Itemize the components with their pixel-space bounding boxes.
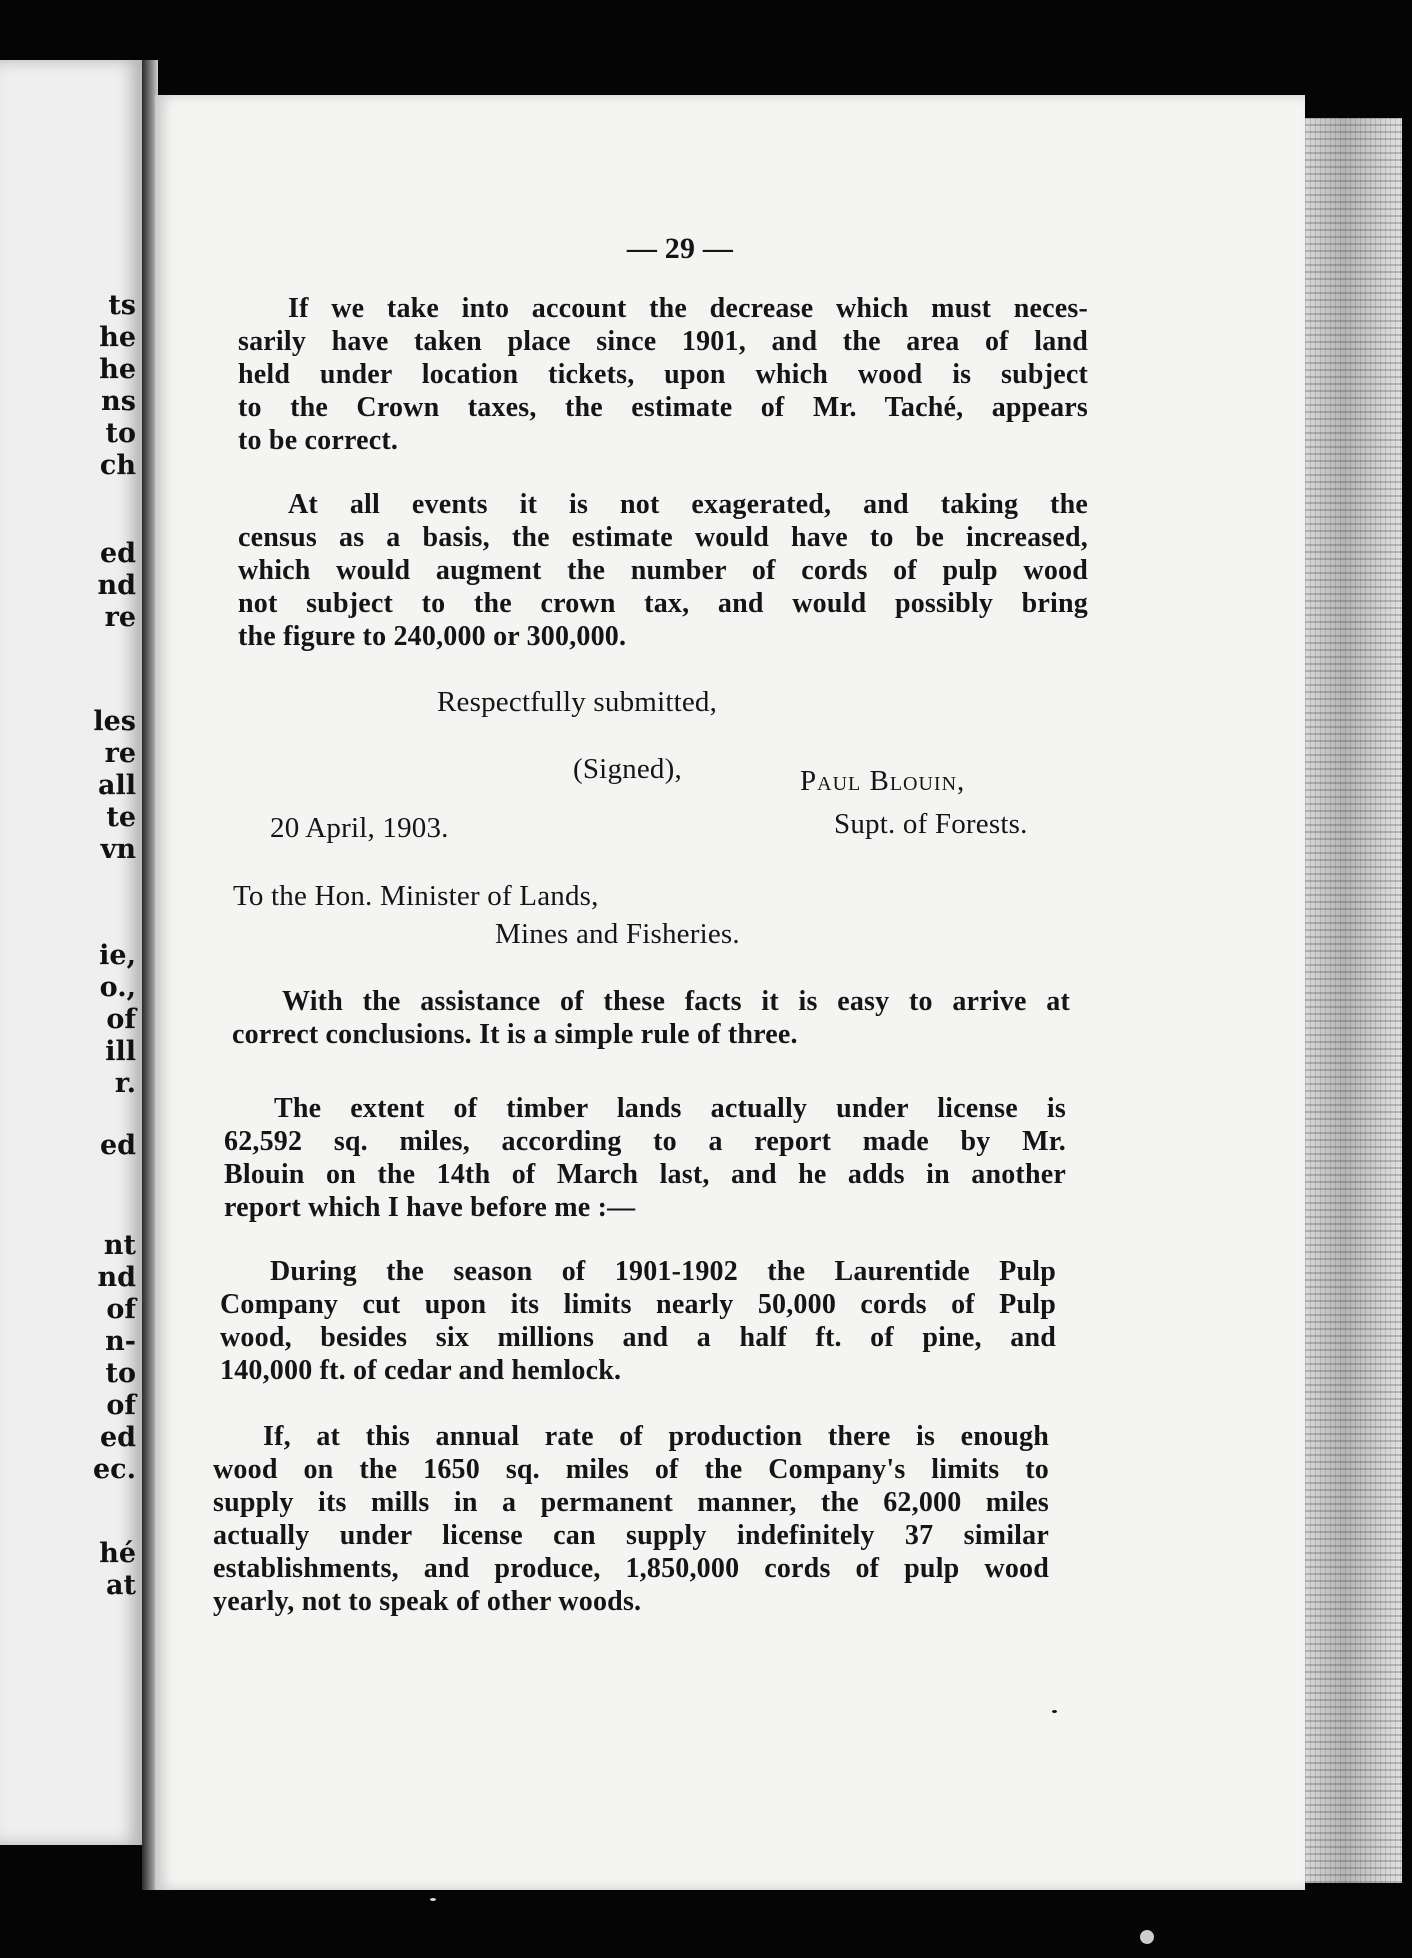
paragraph-line: which would augment the number of cords of pulp wood xyxy=(238,555,1088,586)
paragraph-line: to the Crown taxes, the estimate of Mr. Taché, appears xyxy=(238,392,1088,423)
scan-speck xyxy=(1052,1710,1057,1713)
paragraph-line: not subject to the crown tax, and would possibly bring xyxy=(238,588,1088,619)
page-number: — 29 — xyxy=(626,232,734,265)
left-fragment: of xyxy=(106,1294,136,1325)
paragraph-line: If we take into account the decrease which must neces- xyxy=(288,293,1088,324)
left-fragment: hé xyxy=(99,1538,136,1569)
left-fragment: to xyxy=(105,1358,136,1389)
left-fragment: te xyxy=(106,802,136,833)
left-fragment: of xyxy=(106,1390,136,1421)
paragraph-line: During the season of 1901-1902 the Laurentide Pulp xyxy=(270,1256,1056,1287)
paragraph-line: actually under license can supply indefinitely 37 similar xyxy=(213,1520,1049,1551)
left-facing-page xyxy=(0,60,146,1845)
left-fragment: at xyxy=(106,1570,136,1601)
left-fragment: he xyxy=(99,354,136,385)
left-fragment: ie, xyxy=(99,940,136,971)
left-fragment: ts xyxy=(108,290,136,321)
paragraph-line: At all events it is not exagerated, and taking the xyxy=(288,489,1088,520)
left-fragment: re xyxy=(104,602,136,633)
paragraph-line: correct conclusions. It is a simple rule of three. xyxy=(232,1019,798,1050)
paragraph-laurentide-season xyxy=(220,1255,1056,1387)
left-fragment: r. xyxy=(114,1068,136,1099)
paragraph-line: Company cut upon its limits nearly 50,000 cords of Pulp xyxy=(220,1289,1056,1320)
left-fragment: ill xyxy=(105,1036,136,1067)
left-fragment: nt xyxy=(103,1230,136,1261)
left-fragment: re xyxy=(104,738,136,769)
address-line-2: Mines and Fisheries. xyxy=(495,918,740,950)
paragraph-line: sarily have taken place since 1901, and the area of land xyxy=(238,326,1088,357)
paragraph-line: the figure to 240,000 or 300,000. xyxy=(238,621,627,652)
left-fragment: ch xyxy=(99,450,136,481)
paragraph-line: The extent of timber lands actually under license is xyxy=(274,1093,1066,1124)
letter-date: 20 April, 1903. xyxy=(270,812,449,844)
paragraph-line: to be correct. xyxy=(238,425,399,456)
signer-title: Supt. of Forests. xyxy=(834,808,1028,840)
signer-name: Paul Blouin, xyxy=(800,765,966,797)
left-fragment: n- xyxy=(105,1326,136,1357)
paragraph-timber-lands xyxy=(224,1092,1066,1224)
paragraph-line: 62,592 sq. miles, according to a report made by Mr. xyxy=(224,1126,1066,1157)
paragraph-line: 140,000 ft. of cedar and hemlock. xyxy=(220,1355,622,1386)
paragraph-line: If, at this annual rate of production there is enough xyxy=(263,1421,1049,1452)
paragraph-rule-of-three xyxy=(232,985,1070,1051)
paragraph-line: establishments, and produce, 1,850,000 cords of pulp wood xyxy=(213,1553,1049,1584)
paragraph-line: wood on the 1650 sq. miles of the Company's limits to xyxy=(213,1454,1049,1485)
left-fragment: nd xyxy=(97,570,136,601)
left-fragment: ed xyxy=(99,1130,136,1161)
paragraph-line: With the assistance of these facts it is easy to arrive at xyxy=(282,986,1070,1017)
left-fragment: ec. xyxy=(92,1454,136,1485)
closing-line: Respectfully submitted, xyxy=(437,686,718,718)
paragraph-census-basis xyxy=(238,488,1088,653)
paragraph-line: report which I have before me :— xyxy=(224,1192,636,1223)
paragraph-decrease-estimate xyxy=(238,292,1088,457)
next-page-edge xyxy=(1305,118,1402,1883)
left-fragment: all xyxy=(97,770,136,801)
left-fragment: he xyxy=(99,322,136,353)
scan-speck xyxy=(1140,1930,1154,1944)
left-fragment: to xyxy=(105,418,136,449)
left-fragment: ns xyxy=(101,386,136,417)
paragraph-line: wood, besides six millions and a half ft. of pine, and xyxy=(220,1322,1056,1353)
paragraph-line: Blouin on the 14th of March last, and he adds in another xyxy=(224,1159,1066,1190)
signed-label: (Signed), xyxy=(573,753,682,785)
address-line-1: To the Hon. Minister of Lands, xyxy=(233,880,599,912)
paragraph-line: yearly, not to speak of other woods. xyxy=(213,1586,642,1617)
paragraph-line: supply its mills in a permanent manner, the 62,000 miles xyxy=(213,1487,1049,1518)
scan-speck xyxy=(430,1898,436,1901)
paragraph-annual-production xyxy=(213,1420,1049,1618)
paragraph-line: census as a basis, the estimate would have to be increased, xyxy=(238,522,1088,553)
left-fragment: ed xyxy=(99,1422,136,1453)
left-fragment: o., xyxy=(99,972,136,1003)
paragraph-line: held under location tickets, upon which wood is subject xyxy=(238,359,1088,390)
left-fragment: of xyxy=(106,1004,136,1035)
left-fragment: vn xyxy=(100,834,136,865)
left-fragment: nd xyxy=(97,1262,136,1293)
left-fragment: les xyxy=(93,706,136,737)
left-fragment: ed xyxy=(99,538,136,569)
